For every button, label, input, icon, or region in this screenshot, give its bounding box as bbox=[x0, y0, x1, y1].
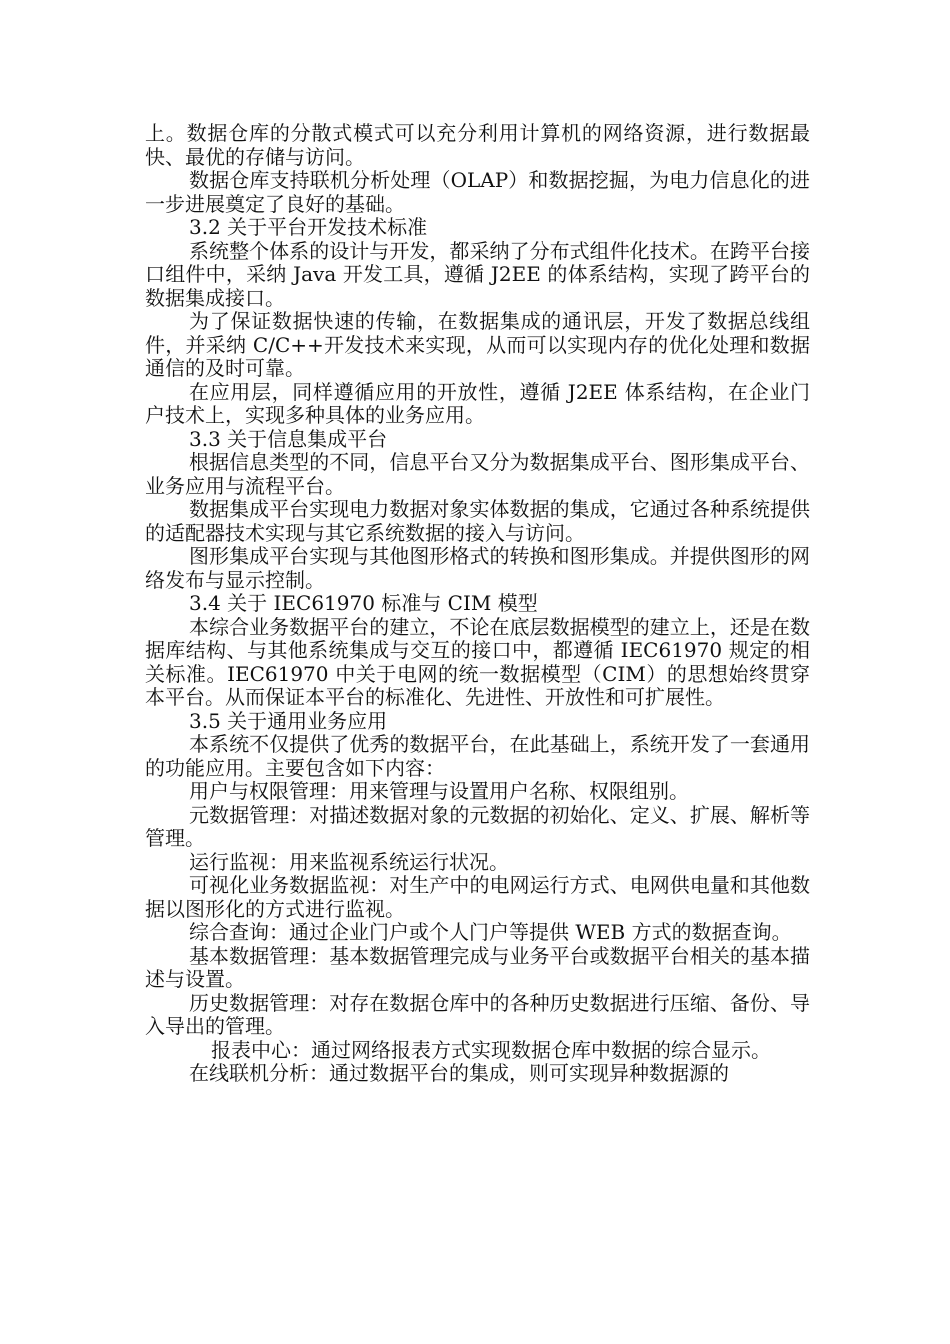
section-heading: 3.3 关于信息集成平台 bbox=[189, 426, 388, 451]
section-heading: 3.4 关于 IEC61970 标准与 CIM 模型 bbox=[189, 591, 538, 615]
list-item: 可视化业务数据监视：对生产中的电网运行方式、电网供电量和其他数据以图形化的方式进行监视。 bbox=[145, 873, 810, 921]
paragraph: 系统整个体系的设计与开发，都采纳了分布式组件化技术。在跨平台接口组件中，采纳 Java 开发工具，遵循 J2EE 的体系结构，实现了跨平台的数据集成接口。 bbox=[145, 238, 810, 310]
list-item: 元数据管理：对描述数据对象的元数据的初始化、定义、扩展、解析等管理。 bbox=[145, 802, 810, 850]
paragraph: 为了保证数据快速的传输，在数据集成的通讯层，开发了数据总线组件，并采纳 C/C++开发技术来实现，从而可以实现内存的优化处理和数据通信的及时可靠。 bbox=[145, 309, 810, 380]
list-item: 运行监视：用来监视系统运行状况。 bbox=[189, 849, 509, 874]
paragraph: 数据仓库支持联机分析处理（OLAP）和数据挖掘，为电力信息化的进一步进展奠定了良好的基础。 bbox=[145, 168, 810, 216]
document-body bbox=[145, 122, 810, 1086]
list-item: 基本数据管理：基本数据管理完成与业务平台或数据平台相关的基本描述与设置。 bbox=[145, 943, 810, 991]
list-item: 在线联机分析：通过数据平台的集成，则可实现异种数据源的 bbox=[189, 1061, 729, 1085]
paragraph: 数据集成平台实现电力数据对象实体数据的集成，它通过各种系统提供的适配器技术实现与其它系统数据的接入与访问。 bbox=[145, 497, 810, 545]
list-item: 历史数据管理：对存在数据仓库中的各种历史数据进行压缩、备份、导入导出的管理。 bbox=[145, 990, 810, 1038]
list-item: 报表中心：通过网络报表方式实现数据仓库中数据的综合显示。 bbox=[211, 1037, 771, 1062]
section-heading: 3.2 关于平台开发技术标准 bbox=[189, 215, 428, 239]
paragraph: 本系统不仅提供了优秀的数据平台，在此基础上，系统开发了一套通用的功能应用。主要包含如下内容： bbox=[145, 732, 810, 780]
paragraph: 图形集成平台实现与其他图形格式的转换和图形集成。并提供图形的网络发布与显示控制。 bbox=[145, 544, 810, 592]
paragraph: 本综合业务数据平台的建立，不论在底层数据模型的建立上，还是在数据库结构、与其他系统集成与交互的接口中，都遵循 IEC61970 规定的相关标准。IEC61970 中关于电网的统一数据模型（CIM）的思想始终贯穿本平台。从而保证本平台的标准化、先进性、开放性和可扩展性。 bbox=[145, 614, 810, 709]
list-item: 综合查询：通过企业门户或个人门户等提供 WEB 方式的数据查询。 bbox=[189, 920, 792, 944]
paragraph: 上。数据仓库的分散式模式可以充分利用计算机的网络资源，进行数据最快、最优的存储与访问。 bbox=[145, 121, 810, 169]
list-item: 用户与权限管理：用来管理与设置用户名称、权限组别。 bbox=[189, 779, 689, 803]
section-heading: 3.5 关于通用业务应用 bbox=[189, 708, 388, 733]
paragraph: 在应用层，同样遵循应用的开放性，遵循 J2EE 体系结构，在企业门户技术上，实现多种具体的业务应用。 bbox=[145, 379, 810, 427]
paragraph: 根据信息类型的不同，信息平台又分为数据集成平台、图形集成平台、业务应用与流程平台。 bbox=[145, 450, 810, 498]
